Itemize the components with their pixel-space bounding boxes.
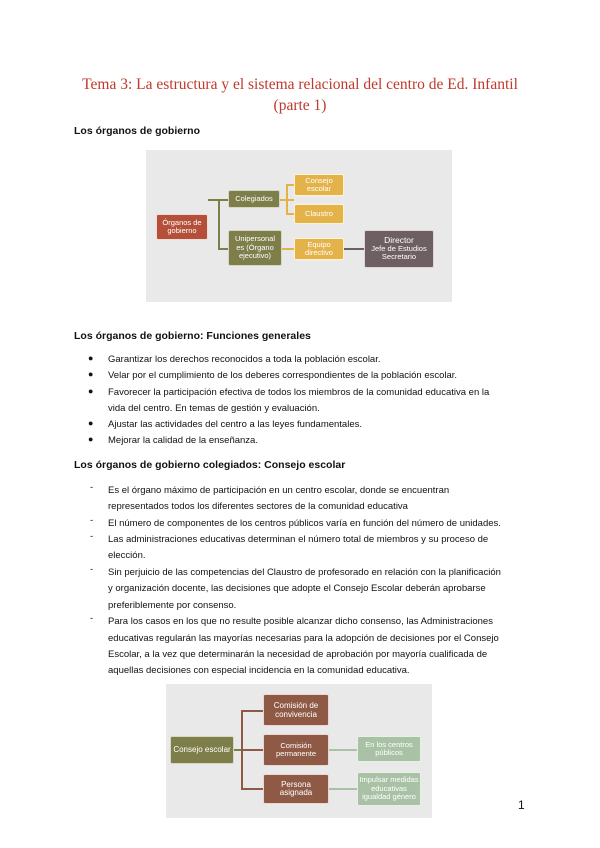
connector bbox=[218, 199, 220, 249]
secretario-label: Secretario bbox=[381, 252, 417, 262]
list-line: elección. bbox=[108, 550, 146, 561]
page-title bbox=[60, 74, 540, 116]
dash: - bbox=[90, 531, 94, 542]
connector bbox=[329, 749, 357, 751]
title-line-1: Tema 3: La estructura y el sistema relacional del centro de Ed. Infantil bbox=[82, 76, 518, 93]
page-number: 1 bbox=[518, 798, 525, 812]
section-heading-consejo: Los órganos de gobierno colegiados: Consejo escolar bbox=[74, 459, 346, 471]
list-item: Velar por el cumplimiento de los deberes correspondientes de la población escolar. bbox=[108, 370, 458, 381]
list-line: Las administraciones educativas determinan el número total de miembros y su proceso de bbox=[108, 534, 489, 545]
connector bbox=[218, 248, 228, 250]
title-line-2: (parte 1) bbox=[273, 97, 327, 114]
bullet: ● bbox=[88, 353, 94, 363]
connector bbox=[286, 184, 288, 214]
list-line: Sin perjuicio de las competencias del Claustro de profesorado en relación con la planificación bbox=[108, 567, 501, 578]
colegiados-node: Colegiados bbox=[228, 190, 280, 208]
dash: - bbox=[90, 482, 94, 493]
bullet: ● bbox=[88, 434, 94, 444]
consejo-escolar-node: Consejo escolar bbox=[294, 174, 344, 196]
list-item: Garantizar los derechos reconocidos a toda la población escolar. bbox=[108, 354, 381, 365]
list-line: y organización docente, las decisiones que adopte el Consejo Escolar deberán aprobarse bbox=[108, 583, 486, 594]
section-heading-funciones: Los órganos de gobierno: Funciones generales bbox=[74, 330, 311, 342]
connector bbox=[241, 749, 263, 751]
dash: - bbox=[90, 564, 94, 575]
list-line: El número de componentes de los centros públicos varía en función del número de unidades. bbox=[108, 518, 501, 529]
claustro-node: Claustro bbox=[294, 204, 344, 224]
persona-asignada-node: Persona asignada bbox=[263, 774, 329, 804]
impulsar-medidas-node: Impulsar medidas educativas igualdad género bbox=[357, 772, 421, 806]
jefe-estudios-label: Jefe de Estudios bbox=[371, 243, 427, 253]
list-line: Es el órgano máximo de participación en un centro escolar, donde se encuentran bbox=[108, 485, 450, 496]
list-item-continuation: vida del centro. En temas de gestión y evaluación. bbox=[108, 403, 320, 414]
bullet: ● bbox=[88, 418, 94, 428]
connector bbox=[344, 248, 364, 250]
organos-diagram bbox=[146, 150, 452, 302]
bullet: ● bbox=[88, 369, 94, 379]
dash: - bbox=[90, 613, 94, 624]
list-line: representados todos los diferentes sectores de la comunidad educativa bbox=[108, 501, 408, 512]
equipo-directivo-node: Equipo directivo bbox=[294, 238, 344, 260]
bullet: ● bbox=[88, 386, 94, 396]
list-line: preferiblemente por consenso. bbox=[108, 600, 237, 611]
list-line: aquellas decisiones con especial incidencia en la comunidad educativa. bbox=[108, 665, 410, 676]
consejo-escolar-root-node: Consejo escolar bbox=[170, 736, 234, 764]
list-line: educativas regularán las mayorías necesarias para la adopción de decisiones por el Consejo bbox=[108, 633, 499, 644]
unipersonales-node: Unipersonal es (Órgano ejecutivo) bbox=[228, 230, 282, 266]
comision-permanente-node: Comisión permanente bbox=[263, 734, 329, 766]
connector bbox=[241, 788, 263, 790]
consejo-diagram bbox=[166, 684, 432, 818]
director-node bbox=[364, 230, 434, 268]
list-line: Para los casos en los que no resulte posible alcanzar dicho consenso, las Administraciones bbox=[108, 616, 493, 627]
connector bbox=[286, 213, 294, 215]
list-item: Mejorar la calidad de la enseñanza. bbox=[108, 435, 258, 446]
connector bbox=[241, 710, 263, 712]
director-label: Director bbox=[384, 235, 414, 246]
list-line: Escolar, a la vez que determinarán la necesidad de aprobación por mayoría cualificada de bbox=[108, 649, 488, 660]
list-item: Ajustar las actividades del centro a las leyes fundamentales. bbox=[108, 419, 362, 430]
organos-gobierno-node: Órganos de gobierno bbox=[156, 214, 208, 240]
connector bbox=[282, 248, 294, 250]
dash: - bbox=[90, 515, 94, 526]
list-item: Favorecer la participación efectiva de todos los miembros de la comunidad educativa en la bbox=[108, 387, 490, 398]
section-heading-organos: Los órganos de gobierno bbox=[74, 125, 201, 137]
connector bbox=[329, 788, 357, 790]
comision-convivencia-node: Comisión de convivencia bbox=[263, 694, 329, 726]
connector bbox=[286, 184, 294, 186]
centros-publicos-node: En los centros públicos bbox=[357, 736, 421, 762]
